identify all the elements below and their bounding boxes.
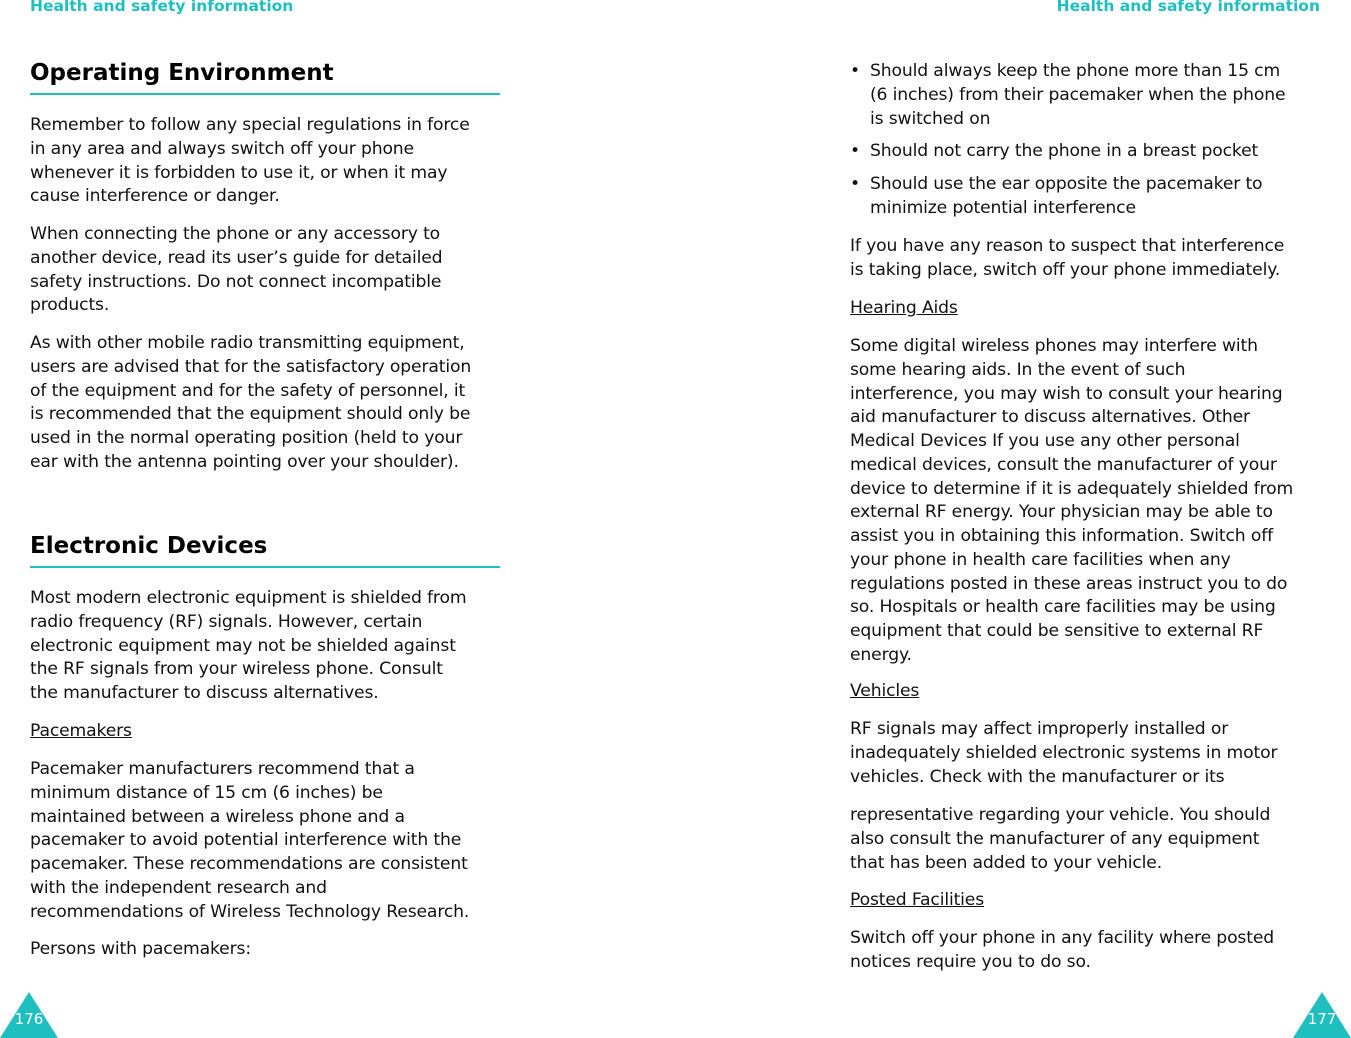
bullet-icon: • — [850, 174, 860, 194]
bullet-item — [850, 60, 1285, 131]
subheading-hearing-aids: Hearing Aids — [850, 298, 958, 318]
heading-electronic-devices: Electronic Devices — [30, 533, 268, 559]
paragraph: representative regarding your vehicle. You should also consult the manufacturer of any equipment that has been added to your vehicle. — [850, 805, 1271, 873]
paragraph: When connecting the phone or any accessory to another device, read its user’s guide for detailed safety instructions. Do not connect incompatible products. — [30, 224, 443, 316]
paragraph: Persons with pacemakers: — [30, 939, 251, 959]
paragraph: If you have any reason to suspect that interference is taking place, switch off your phone immediately. — [850, 236, 1285, 280]
paragraph: As with other mobile radio transmitting equipment, users are advised that for the satisfactory operation of the equipment and for the safety of personnel, it is recommended that the equipment should only be used in the normal operating position (held to your ear with the antenna pointing over your shoulder). — [30, 333, 472, 472]
bullet-item — [850, 140, 1258, 164]
bullet-item — [850, 173, 1262, 221]
paragraph: RF signals may affect improperly installed or inadequately shielded electronic systems in motor vehicles. Check with the manufacturer or its — [850, 719, 1278, 787]
bullet-text: Should always keep the phone more than 15 cm (6 inches) from their pacemaker when the phone is switched on — [870, 61, 1286, 129]
bullet-text: Should use the ear opposite the pacemaker to minimize potential interference — [870, 174, 1263, 218]
heading-rule — [30, 93, 500, 95]
heading-operating-environment: Operating Environment — [30, 60, 334, 86]
paragraph: Switch off your phone in any facility where posted notices require you to do so. — [850, 928, 1275, 972]
subheading-pacemakers: Pacemakers — [30, 721, 132, 741]
paragraph: Some digital wireless phones may interfere with some hearing aids. In the event of such interference, you may wish to consult your hearing aid manufacturer to discuss alternatives. Other Medical Devices If you use any other personal medical devices, consult the manufacturer of your device to determine if it is adequately shielded from external RF energy. Your physician may be able to assist you in obtaining this information. Switch off your phone in health care facilities when any regulations posted in these areas instruct you to do so. Hospitals or health care facilities may be using equipment that could be sensitive to external RF energy. — [850, 336, 1294, 665]
page-number-right: 177 — [1307, 1010, 1337, 1028]
bullet-icon: • — [850, 61, 860, 81]
paragraph: Pacemaker manufacturers recommend that a minimum distance of 15 cm (6 inches) be maintained between a wireless phone and a pacemaker to avoid potential interference with the pacemaker. These recommendations are consistent with the independent research and recommendations of Wireless Technology Research. — [30, 759, 470, 922]
subheading-posted-facilities: Posted Facilities — [850, 890, 985, 910]
bullet-text: Should not carry the phone in a breast pocket — [870, 141, 1259, 161]
running-header-left: Health and safety information — [30, 0, 294, 15]
heading-rule — [30, 566, 500, 568]
paragraph: Remember to follow any special regulations in force in any area and always switch off your phone whenever it is forbidden to use it, or when it may cause interference or danger. — [30, 115, 470, 207]
paragraph: Most modern electronic equipment is shielded from radio frequency (RF) signals. However, certain electronic equipment may not be shielded against the RF signals from your wireless phone. Consult the manufacturer to discuss alternatives. — [30, 588, 467, 703]
subheading-vehicles: Vehicles — [850, 681, 920, 701]
bullet-icon: • — [850, 141, 860, 161]
page-number-left: 176 — [14, 1010, 44, 1028]
running-header-right: Health and safety information — [1056, 0, 1320, 15]
